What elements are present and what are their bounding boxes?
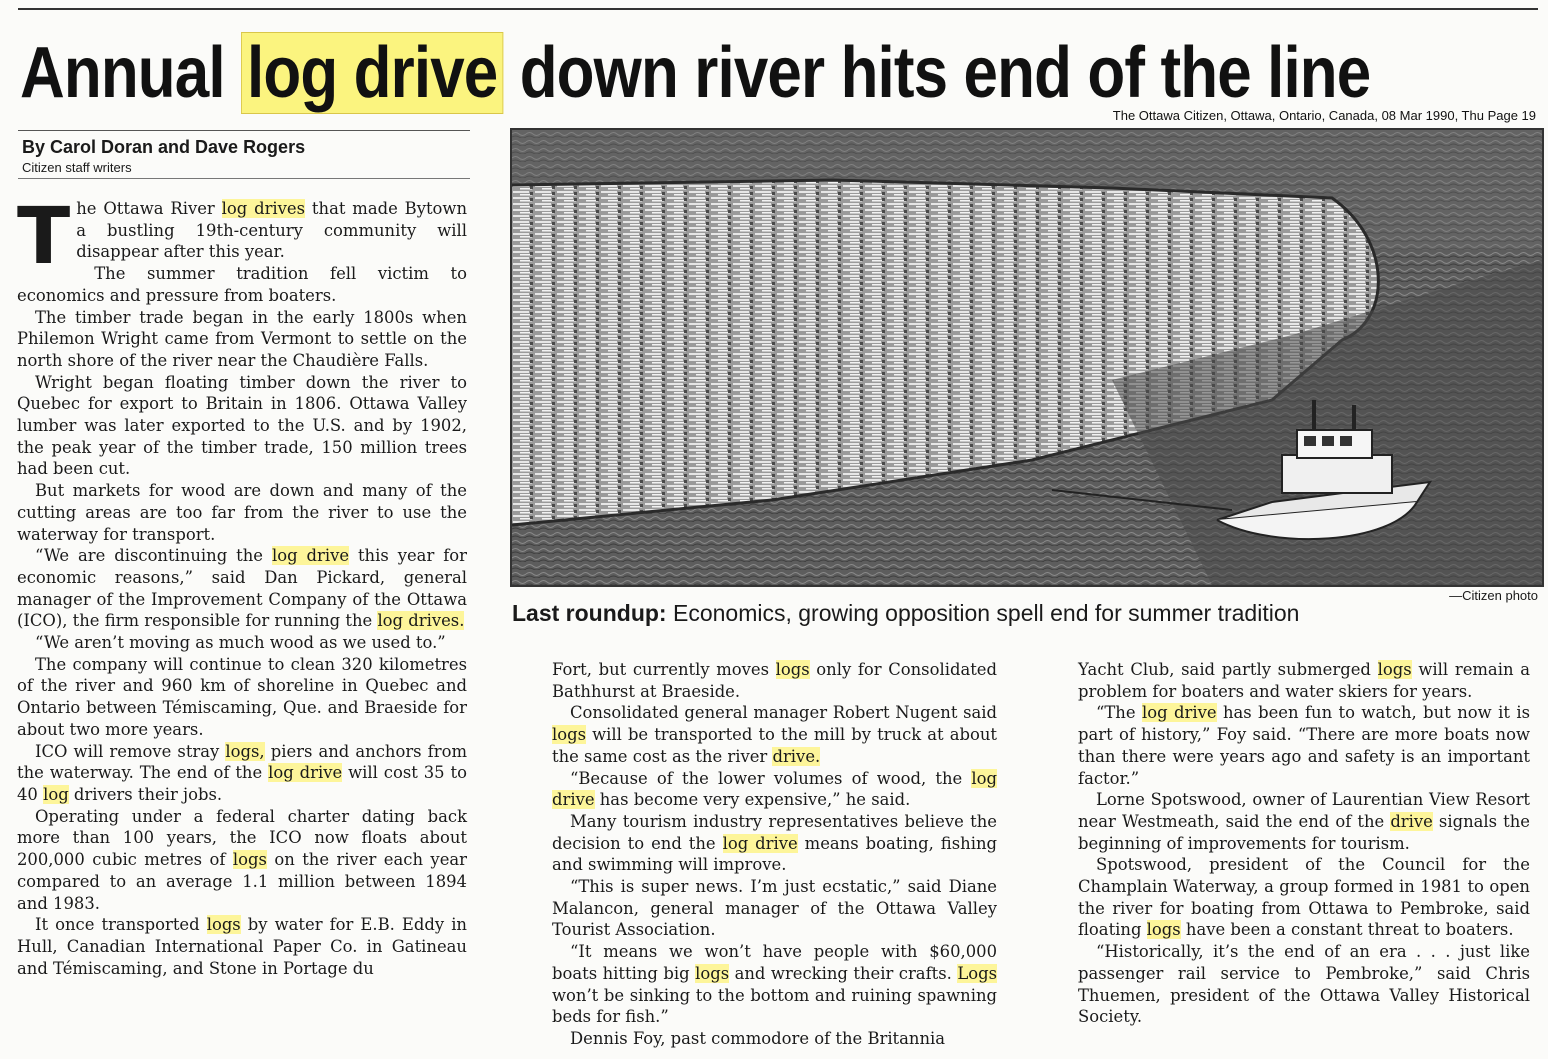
article-paragraph: “The log drive has been fun to watch, but now it is part of history,” Foy said. “There are more boats now than there were years ago and safety is an important factor.”	[1078, 703, 1530, 788]
article-paragraph: The company will continue to clean 320 kilometres of the river and 960 km of shoreline in Quebec and Ontario between Témiscaming, Que. and Braeside for about two more years.	[17, 654, 467, 739]
search-highlight: log drive	[268, 763, 343, 783]
search-highlight: Logs	[957, 963, 997, 983]
search-highlight: logs	[206, 915, 241, 935]
drop-cap: T	[17, 192, 71, 282]
article-paragraph: Many tourism industry representatives believe the decision to end the log drive means boating, fishing and swimming will improve.	[552, 811, 998, 875]
source-citation: The Ottawa Citizen, Ottawa, Ontario, Canada, 08 Mar 1990, Thu Page 19	[1112, 108, 1536, 123]
search-highlight: logs	[695, 963, 730, 983]
caption-text: Economics, growing opposition spell end for summer tradition	[666, 600, 1300, 626]
article-paragraph: “Historically, it’s the end of an era . . . just like passenger rail service to Pembroke,” said Chris Thuemen, president of the Ottawa Valley Historical Society.	[1078, 942, 1530, 1027]
search-highlight: logs	[552, 725, 587, 745]
article-paragraph: “It means we won’t have people with $60,000 boats hitting big logs and wrecking their crafts. Logs won’t be sinking to the bottom and ruining spawning beds for fish.”	[552, 942, 997, 1027]
article-paragraph: Wright began floating timber down the river to Quebec for export to Britain in 1806. Ottawa Valley lumber was later exported to the U.S. and by 1902, the peak year of the timber trade, 150 million trees had been cut.	[17, 372, 467, 479]
article-paragraph: Spotswood, president of the Council for the Champlain Waterway, a group formed in 1981 to open the river for boating from Ottawa to Pembroke, said floating logs have been a constant threat to boaters.	[1078, 855, 1530, 940]
article-paragraph: he Ottawa River log drives that made Bytown a bustling 19th-century community will disappear after this year.	[76, 199, 468, 262]
article-column-1	[17, 192, 468, 979]
article-paragraph: Operating under a federal charter dating back more than 100 years, the ICO now floats about 200,000 cubic metres of logs on the river each year compared to an average 1.1 million between 1894 and 1983.	[17, 806, 467, 913]
article-paragraph: The timber trade began in the early 1800s when Philemon Wright came from Vermont to settle on the north shore of the river near the Chaudière Falls.	[17, 307, 467, 370]
search-highlight: log drive	[1141, 703, 1217, 723]
search-highlight: logs	[1377, 660, 1412, 679]
search-highlight: log drives.	[377, 611, 465, 631]
article-paragraph: “Because of the lower volumes of wood, the log drive has become very expensive,” he said.	[552, 768, 997, 810]
top-rule	[18, 8, 1538, 14]
byline-rule	[18, 130, 470, 131]
search-highlight: logs	[1146, 920, 1181, 940]
byline-rule-bottom	[18, 178, 470, 179]
search-highlight: log drive	[271, 546, 350, 566]
search-highlight: log	[43, 784, 69, 804]
article-paragraph: “We aren’t moving as much wood as we used to.”	[35, 633, 446, 653]
article-column-2	[552, 659, 997, 1050]
article-paragraph: Dennis Foy, past commodore of the Britannia	[570, 1028, 946, 1048]
headline-start: Annual	[20, 33, 242, 113]
search-highlight: log drives	[221, 199, 306, 218]
article-column-3	[1078, 659, 1530, 1028]
article-paragraph: Lorne Spotswood, owner of Laurentian View Resort near Westmeath, said the end of the drive signals the beginning of improvements for tourism.	[1078, 790, 1530, 853]
search-highlight: logs	[232, 850, 267, 870]
article-paragraph: It once transported logs by water for E.B. Eddy in Hull, Canadian International Paper Co. in Gatineau and Témiscaming, and Stone in Portage du	[17, 915, 467, 978]
search-highlight: drive.	[772, 746, 821, 766]
article-paragraph: Consolidated general manager Robert Nugent said logs will be transported to the mill by truck at about the same cost as the river drive.	[552, 703, 997, 766]
article-paragraph: ICO will remove stray logs, piers and anchors from the waterway. The end of the log drive will cost 35 to 40 log drivers their jobs.	[17, 741, 467, 804]
article-paragraph: But markets for wood are down and many of the cutting areas are too far from the river to use the waterway for transport.	[17, 481, 467, 544]
search-highlight: log drive	[552, 768, 997, 810]
headline	[20, 30, 1370, 116]
headline-end: down river hits end of the line	[503, 33, 1371, 113]
article-paragraph: “This is super news. I’m just ecstatic,” said Diane Malancon, general manager of the Ottawa Valley Tourist Association.	[552, 877, 997, 940]
article-paragraph: Fort, but currently moves logs only for Consolidated Bathhurst at Braeside.	[552, 660, 997, 701]
photo-credit: —Citizen photo	[1449, 588, 1538, 603]
search-highlight: logs	[775, 660, 810, 679]
staff-label: Citizen staff writers	[22, 160, 132, 175]
article-paragraph: Yacht Club, said partly submerged logs will remain a problem for boaters and water skiers for years.	[1078, 660, 1531, 701]
search-highlight: log drive	[722, 833, 798, 853]
photo-caption	[512, 600, 1299, 627]
caption-lead: Last roundup:	[512, 600, 667, 626]
headline-highlight: log drive	[241, 32, 503, 114]
article-paragraph: “We are discontinuing the log drive this year for economic reasons,” said Dan Pickard, general manager of the Improvement Company of the Ottawa (ICO), the firm responsible for running the log drives.	[17, 546, 467, 631]
search-highlight: logs,	[225, 741, 265, 761]
byline: By Carol Doran and Dave Rogers	[22, 137, 306, 157]
log-boom-photo	[510, 128, 1544, 587]
search-highlight: drive	[1390, 811, 1433, 831]
article-paragraph: The summer tradition fell victim to economics and pressure from boaters.	[17, 264, 467, 305]
